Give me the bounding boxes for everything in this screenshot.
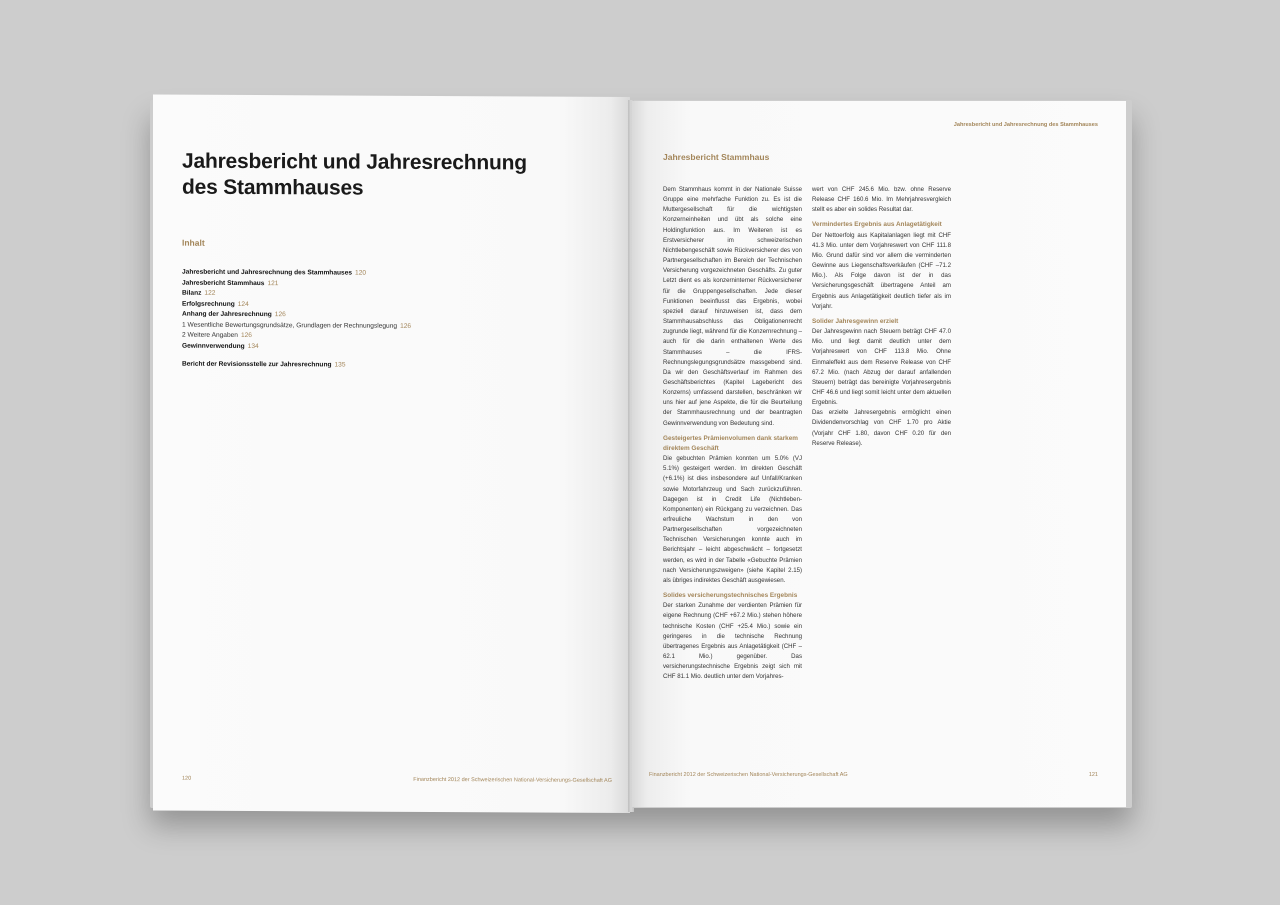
toc-item-page: 126	[400, 322, 412, 330]
contents-heading: Inhalt	[182, 237, 205, 248]
title-line-2: des Stammhauses	[182, 175, 364, 200]
left-page	[153, 95, 630, 813]
table-of-contents	[182, 268, 602, 373]
toc-item[interactable]	[182, 360, 602, 373]
subheading: Vermindertes Ergebnis aus Anlagetätigkeit	[812, 221, 942, 229]
toc-item-text: 1 Wesentliche Bewertungsgrundsätze, Grundlagen der Rechnungslegung	[182, 321, 398, 330]
paragraph: Das erzielte Jahresergebnis ermöglicht einen Dividendenvorschlag von CHF 1.70 pro Aktie (Vorjahr CHF 1.80, davon CHF 0.20 für den Reserve Release).	[812, 409, 951, 447]
subheading: Gesteigertes Prämienvolumen dank starkem direktem Geschäft	[663, 434, 798, 452]
title-line-1: Jahresbericht und Jahresrechnung	[182, 149, 527, 175]
text-column-1	[663, 185, 802, 683]
toc-item-text: Gewinnverwendung	[182, 342, 245, 350]
toc-item-text: Jahresbericht und Jahresrechnung des Stammhauses	[182, 268, 353, 277]
subheading: Solides versicherungstechnisches Ergebnis	[663, 592, 798, 600]
toc-item-text: Bericht der Revisionsstelle zur Jahresrechnung	[182, 360, 332, 369]
toc-item-page: 121	[267, 279, 279, 287]
toc-item-page: 120	[355, 269, 367, 277]
toc-item-page: 124	[237, 300, 249, 308]
footer-left: Finanzbericht 2012 der Schweizerischen National-Versicherungs-Gesellschaft AG	[413, 776, 612, 784]
toc-item-text: Jahresbericht Stammhaus	[182, 279, 265, 287]
text-column-2	[812, 185, 951, 449]
page-number-left: 120	[182, 775, 192, 782]
footer-right: Finanzbericht 2012 der Schweizerischen National-Versicherungs-Gesellschaft AG	[649, 772, 848, 778]
toc-item-text: Bilanz	[182, 289, 202, 297]
toc-item-text: Erfolgsrechnung	[182, 300, 235, 308]
paragraph: Der Nettoerfolg aus Kapitalanlagen liegt mit CHF 41.3 Mio. unter dem Vorjahreswert von CHF 111.8 Mio. Grund dafür sind vor allem die verminderten Gewinne aus Liegenschaftsverkäufen (CHF –71.2 Mio.). Als Folge davon ist der in das Versicherungsgeschäft übertragene Anteil am Ergebnis aus Anlagetätigkeit deutlich tiefer als im Vorjahr.	[812, 231, 951, 310]
toc-item-text: Anhang der Jahresrechnung	[182, 310, 272, 319]
paragraph: wert von CHF 245.6 Mio. bzw. ohne Reserve Release CHF 160.6 Mio. Im Mehrjahresvergleich stellt es aber ein solides Resultat dar.	[812, 186, 951, 214]
paragraph: Die gebuchten Prämien konnten um 5.0% (VJ 5.1%) gesteigert werden. Im direkten Geschäft (+6.1%) ist dies insbesondere auf Unfall/Kranken sowie Motorfahrzeug und Sach zurückzuführen. Dagegen ist in Credit Life (Nichtleben-Komponenten) ein Rückgang zu verzeichnen. Das erfreuliche Wachstum in den von Partnergesellschaften vorgezeichneten Technischen Versicherungen konnte auch im Berichtsjahr – leicht abgeschwächt – fortgesetzt werden, es wird in der Tabelle «Gebuchte Prämien nach Versicherungszweigen» (siehe Kapitel 2.15) als übriges indirektes Geschäft ausgewiesen.	[663, 455, 802, 584]
page-title	[182, 149, 582, 203]
toc-item-page: 122	[204, 289, 216, 297]
right-page	[632, 101, 1126, 807]
toc-item-page: 126	[274, 311, 286, 319]
subheading: Solider Jahresgewinn erzielt	[812, 317, 899, 325]
toc-item-text: 2 Weitere Angaben	[182, 331, 238, 339]
toc-item-page: 134	[247, 342, 259, 350]
paragraph: Dem Stammhaus kommt in der Nationale Suisse Gruppe eine mehrfache Funktion zu. Es ist die Muttergesellschaft für die wichtigsten Konzerneinheiten und übt als solche eine Holdingfunktion aus. Im Weiteren ist es Erstversicherer im schweizerischen Nichtlebengeschäft sowie Rückversicherer des von Partnergesellschaften im Bereich der Technischen Versicherung vorgezeichneten Geschäfts. Zu guter Letzt dient es als konzerninterner Rückversicherer für die Gruppengesellschaften. Jede dieser Funktionen beeinflusst das Ergebnis, wobei speziell darauf hinzuweisen ist, dass dem Stammhausabschluss das Obligationenrecht zugrunde liegt, während für die Konzernrechnung – auch für die darin enthaltenen Werte des Stammhauses – die IFRS-Rechnungslegungsgrundsätze massgebend sind. Da wir den Geschäftsverlauf im Rahmen des Geschäftsberichtes (Kapitel Lagebericht des Konzerns) umfassend darstellen, beschränken wir uns hier auf jene Aspekte, die für die Beurteilung der Stammhausrechnung und der beantragten Gewinnverwendung von Bedeutung sind.	[663, 186, 802, 427]
toc-item-page: 126	[240, 331, 252, 340]
page-number-right: 121	[1088, 772, 1098, 778]
toc-item-page: 135	[334, 361, 346, 369]
running-header: Jahresbericht und Jahresrechnung des Stammhauses	[953, 122, 1098, 128]
section-title: Jahresbericht Stammhaus	[663, 152, 770, 162]
paragraph: Der Jahresgewinn nach Steuern beträgt CHF 47.0 Mio. und liegt damit deutlich unter dem Vorjahreswert von CHF 113.8 Mio. Ohne Einmaleffekt aus dem Reserve Release von CHF 67.2 Mio. (nach Abzug der darauf anfallenden Steuern) beträgt das bereinigte Vorjahresergebnis CHF 46.6 und liegt somit leicht unter dem aktuellen Ergebnis.	[812, 328, 951, 407]
paragraph: Der starken Zunahme der verdienten Prämien für eigene Rechnung (CHF +67.2 Mio.) stehen höhere technische Kosten (CHF +25.4 Mio.) sowie ein geringeres in die technische Rechnung übertragenes Ergebnis aus Anlagetätigkeit (CHF –62.1 Mio.) gegenüber. Das versicherungstechnische Ergebnis zeigt sich mit CHF 81.1 Mio. deutlich unter dem Vorjahres-	[663, 602, 802, 681]
